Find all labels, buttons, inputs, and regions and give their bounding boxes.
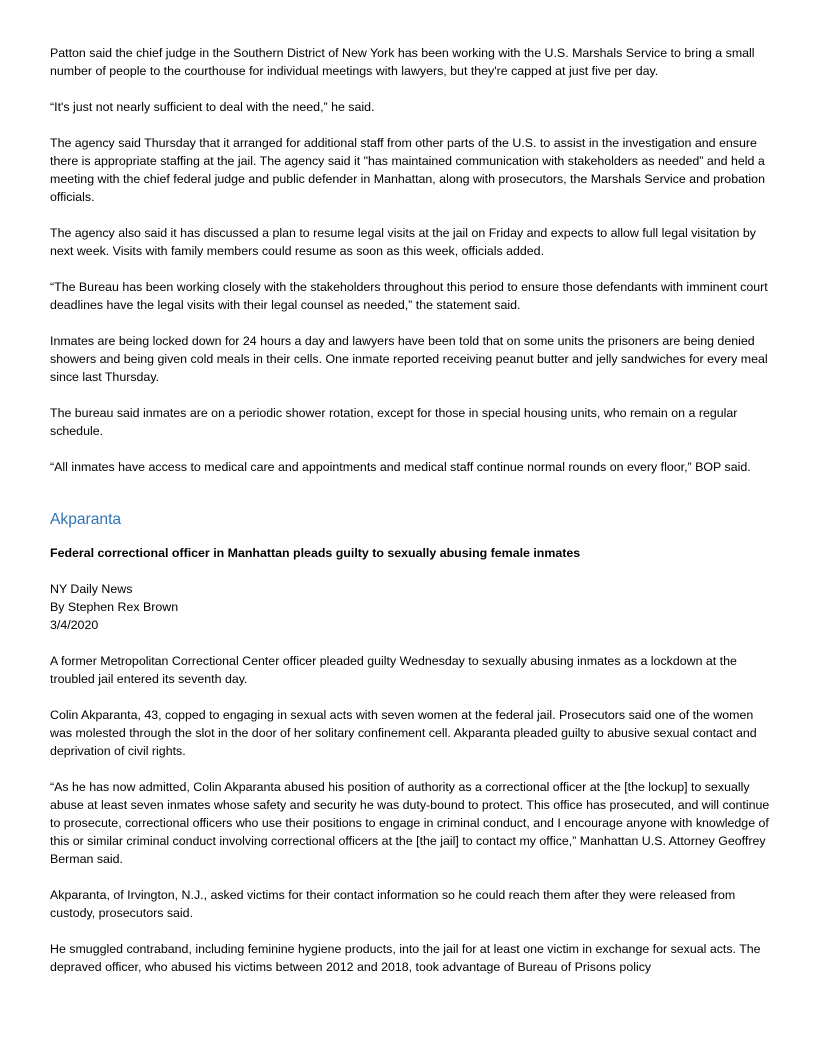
paragraph: The bureau said inmates are on a periodic shower rotation, except for those in special housing units, who remain on a regular schedule.: [50, 406, 738, 438]
article-byline: By Stephen Rex Brown: [50, 600, 179, 614]
article-source: NY Daily News: [50, 582, 133, 596]
document-page: [50, 44, 770, 994]
paragraph: He smuggled contraband, including feminine hygiene products, into the jail for at least one victim in exchange for sexual acts. The depraved officer, who abused his victims between 2012 and 2018, took advantage of Bureau of Prisons policy: [50, 942, 761, 974]
paragraph: Inmates are being locked down for 24 hours a day and lawyers have been told that on some units the prisoners are being denied showers and being given cold meals in their cells. One inmate reported receiving peanut butter and jelly sandwiches for every meal since last Thursday.: [50, 334, 768, 384]
paragraph: “As he has now admitted, Colin Akparanta abused his position of authority as a correctional officer at the [the lockup] to sexually abuse at least seven inmates whose safety and security he was duty-bound to protect. This office has prosecuted, and will continue to prosecute, correctional officers who use their positions to engage in criminal conduct, and I encourage anyone with knowledge of this or similar criminal conduct involving correctional officers at the [the jail] to contact my office,” Manhattan U.S. Attorney Geoffrey Berman said.: [50, 780, 770, 866]
article-title: Federal correctional officer in Manhattan pleads guilty to sexually abusing female inmates: [50, 546, 581, 560]
paragraph: “It's just not nearly sufficient to deal with the need,” he said.: [50, 100, 375, 114]
paragraph: Akparanta, of Irvington, N.J., asked victims for their contact information so he could reach them after they were released from custody, prosecutors said.: [50, 888, 736, 920]
article-date: 3/4/2020: [50, 618, 99, 632]
paragraph: Patton said the chief judge in the Southern District of New York has been working with the U.S. Marshals Service to bring a small number of people to the courthouse for individual meetings with lawyers, but they're capped at just five per day.: [50, 46, 755, 78]
paragraph: Colin Akparanta, 43, copped to engaging in sexual acts with seven women at the federal jail. Prosecutors said one of the women was molested through the slot in the door of her solitary confinement cell. Akparanta pleaded guilty to abusive sexual contact and deprivation of civil rights.: [50, 708, 757, 758]
section-heading: Akparanta: [50, 511, 122, 528]
article-meta: [50, 580, 770, 634]
paragraph: “All inmates have access to medical care and appointments and medical staff continue normal rounds on every floor,” BOP said.: [50, 460, 751, 474]
paragraph: The agency said Thursday that it arranged for additional staff from other parts of the U.S. to assist in the investigation and ensure there is appropriate staffing at the jail. The agency said it "has maintained communication with stakeholders as needed” and held a meeting with the chief federal judge and public defender in Manhattan, along with prosecutors, the Marshals Service and probation officials.: [50, 136, 765, 204]
paragraph: A former Metropolitan Correctional Center officer pleaded guilty Wednesday to sexually abusing inmates as a lockdown at the troubled jail entered its seventh day.: [50, 654, 737, 686]
paragraph: “The Bureau has been working closely with the stakeholders throughout this period to ensure those defendants with imminent court deadlines have the legal visits with their legal counsel as needed,” the statement said.: [50, 280, 768, 312]
paragraph: The agency also said it has discussed a plan to resume legal visits at the jail on Friday and expects to allow full legal visitation by next week. Visits with family members could resume as soon as this week, officials added.: [50, 226, 756, 258]
